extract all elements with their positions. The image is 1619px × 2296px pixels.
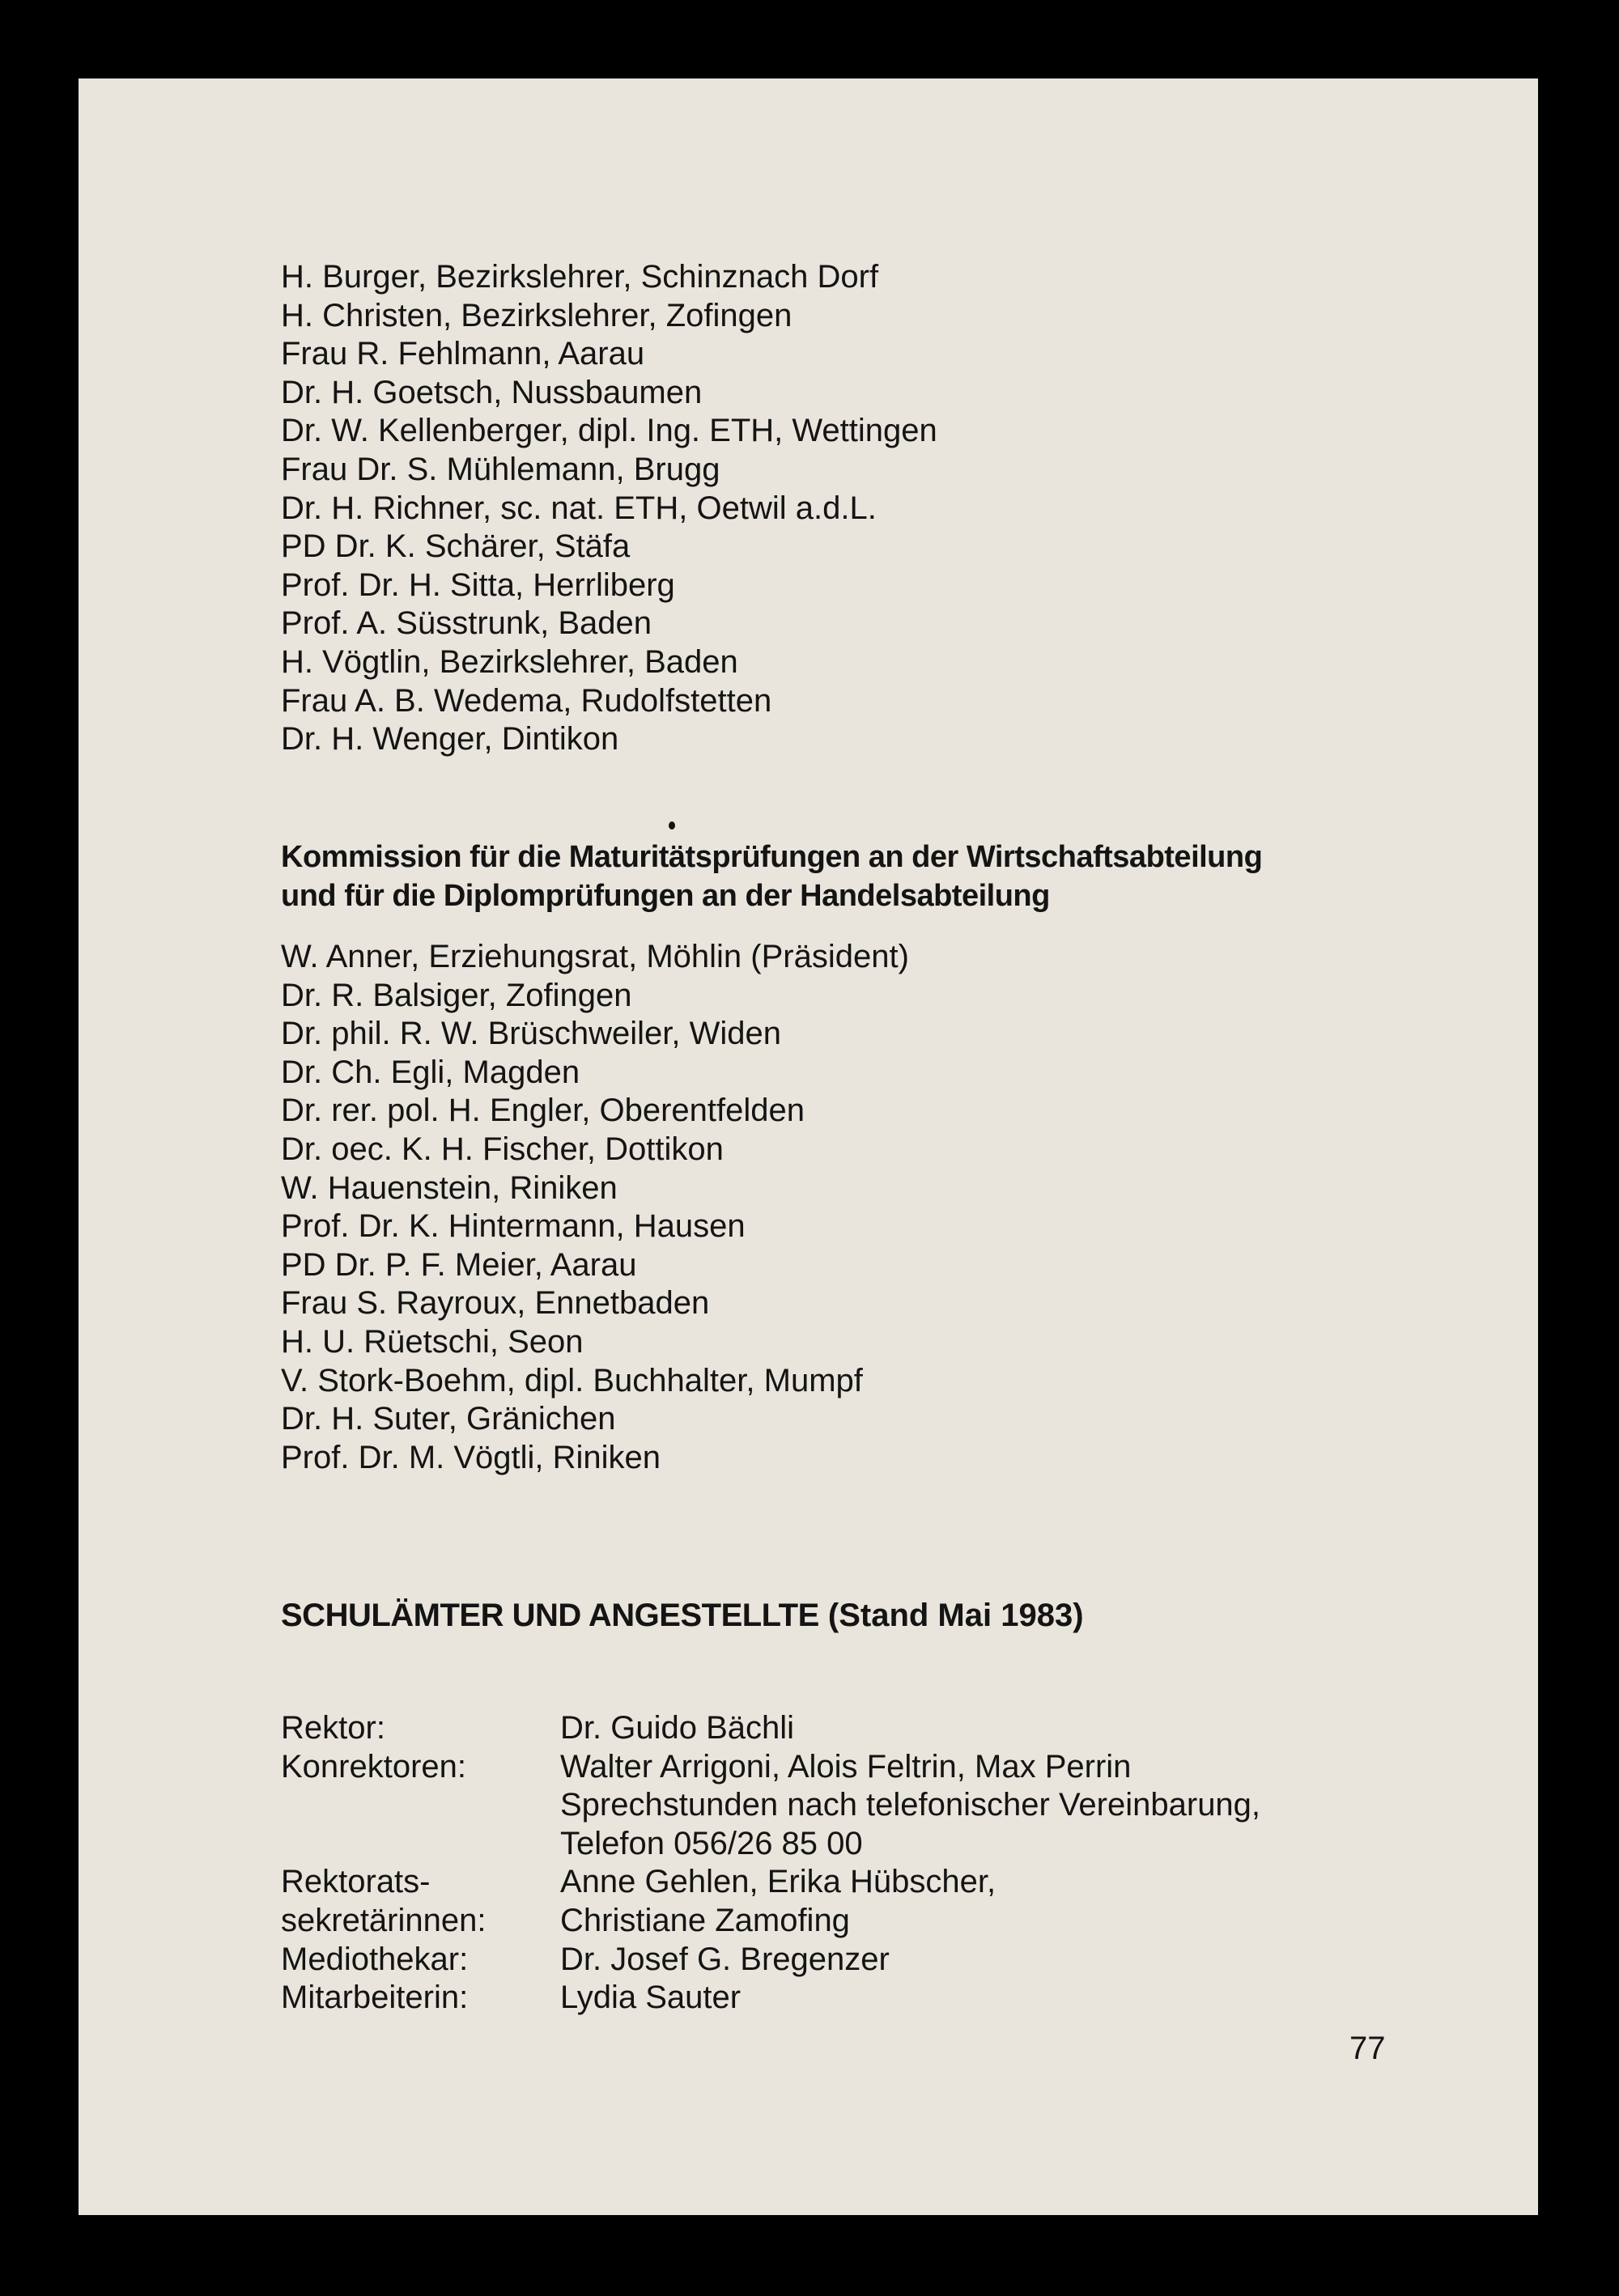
table-row [281,1709,1495,1748]
list-item: PD Dr. P. F. Meier, Aarau [281,1246,637,1283]
staff-names: Sprechstunden nach telefonischer Vereinbarung, [560,1787,1261,1823]
table-row [281,1863,1495,1902]
table-row [281,1979,1495,2018]
staff-role: Mitarbeiterin: [281,1980,469,2016]
staff-role: Rektor: [281,1710,385,1746]
list-item: PD Dr. K. Schärer, Stäfa [281,528,631,565]
staff-names: Dr. Josef G. Bregenzer [560,1941,890,1977]
list-item: W. Anner, Erziehungsrat, Möhlin (Präsident) [281,939,909,974]
list-item: Dr. H. Goetsch, Nussbaumen [281,374,703,410]
school-offices-title [281,1596,1084,1635]
table-row [281,1786,1495,1825]
list-item: Dr. phil. R. W. Brüschweiler, Widen [281,1016,781,1052]
list-item: Dr. Ch. Egli, Magden [281,1054,580,1090]
table-row [281,1941,1495,1980]
staff-table [281,1709,1495,2018]
staff-role: Konrektoren: [281,1748,467,1785]
list-item: Dr. H. Suter, Gränichen [281,1401,616,1437]
list-item: Prof. Dr. H. Sitta, Herrliberg [281,567,675,603]
staff-role [281,1786,560,1825]
list-item: Frau Dr. S. Mühlemann, Brugg [281,451,720,487]
staff-names: Dr. Guido Bächli [560,1710,795,1746]
table-row [281,1902,1495,1941]
list-item: Dr. W. Kellenberger, dipl. Ing. ETH, Wettingen [281,413,937,449]
staff-names: Lydia Sauter [560,1980,742,2016]
staff-names: Telefon 056/26 85 00 [560,1825,863,1861]
staff-role: Mediothekar: [281,1941,469,1977]
list-item: V. Stork-Boehm, dipl. Buchhalter, Mumpf [281,1362,863,1398]
heading-line: und für die Diplomprüfungen an der Handelsabteilung [281,879,1050,913]
school-offices-title-suffix: (Stand Mai 1983) [818,1598,1084,1633]
list-item: Dr. H. Richner, sc. nat. ETH, Oetwil a.d.L. [281,490,877,526]
staff-role: sekretärinnen: [281,1902,487,1938]
commission-member-list [281,258,937,759]
list-item: Prof. A. Süsstrunk, Baden [281,605,652,642]
list-item: H. Burger, Bezirkslehrer, Schinznach Dorf [281,259,879,295]
list-item: Dr. oec. K. H. Fischer, Dottikon [281,1131,724,1167]
document-page [79,79,1538,2215]
maturity-commission-heading [281,838,1262,915]
table-row [281,1748,1495,1787]
list-item: Prof. Dr. K. Hintermann, Hausen [281,1208,746,1245]
list-item: Prof. Dr. M. Vögtli, Riniken [281,1439,661,1475]
ink-speck [669,821,675,830]
school-offices-title-caps: SCHULÄMTER UND ANGESTELLTE [281,1598,819,1633]
heading-line: Kommission für die Maturitätsprüfungen an der Wirtschaftsabteilung [281,840,1263,874]
list-item: Frau S. Rayroux, Ennetbaden [281,1285,710,1322]
staff-role [281,1825,560,1864]
list-item: Frau A. B. Wedema, Rudolfstetten [281,682,772,719]
page-number: 77 [1349,2031,1386,2066]
list-item: Dr. rer. pol. H. Engler, Oberentfelden [281,1093,805,1129]
staff-names: Christiane Zamofing [560,1902,850,1938]
list-item: H. U. Rüetschi, Seon [281,1323,584,1360]
list-item: H. Christen, Bezirkslehrer, Zofingen [281,297,793,333]
list-item: W. Hauenstein, Riniken [281,1169,618,1206]
table-row [281,1825,1495,1864]
staff-role: Rektorats- [281,1864,431,1900]
list-item: H. Vögtlin, Bezirkslehrer, Baden [281,643,738,680]
list-item: Frau R. Fehlmann, Aarau [281,336,645,372]
list-item: Dr. R. Balsiger, Zofingen [281,977,632,1013]
maturity-commission-member-list [281,938,909,1477]
list-item: Dr. H. Wenger, Dintikon [281,721,619,758]
staff-names: Anne Gehlen, Erika Hübscher, [560,1864,996,1900]
staff-names: Walter Arrigoni, Alois Feltrin, Max Perrin [560,1748,1132,1785]
